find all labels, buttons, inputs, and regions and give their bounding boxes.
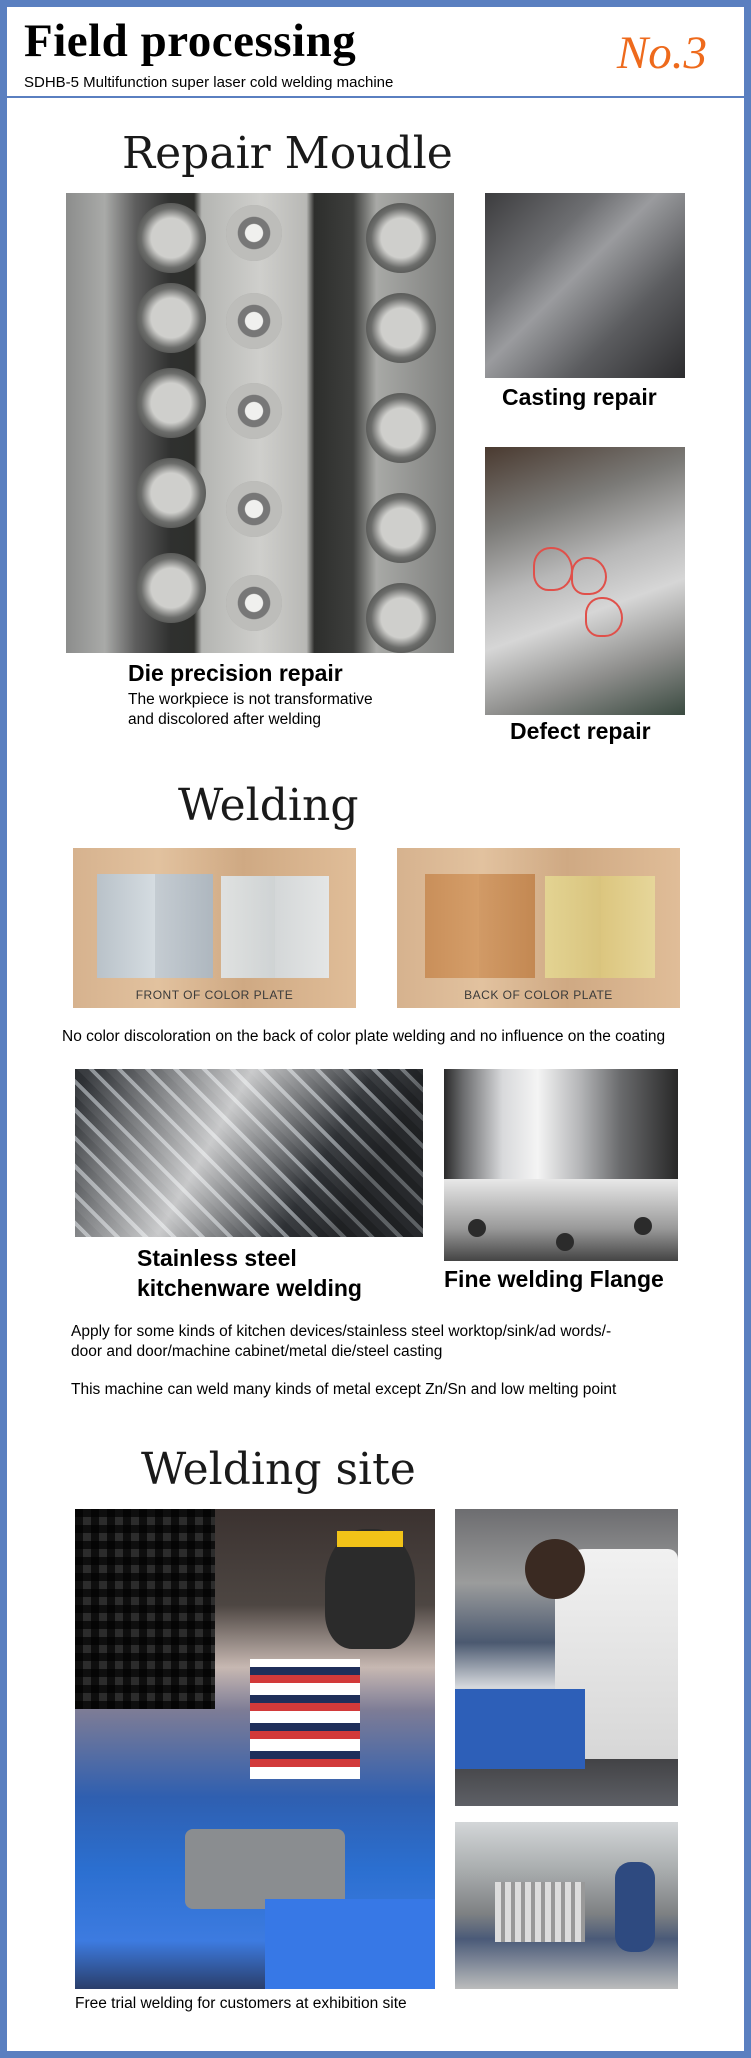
- flange-welding-photo: [444, 1069, 678, 1261]
- section-heading-welding-site: Welding site: [141, 1444, 416, 1495]
- die-caption-line2: and discolored after welding: [128, 711, 322, 728]
- casting-caption: Casting repair: [502, 384, 657, 410]
- plate-note: No color discoloration on the back of color plate welding and no influence on the coating: [62, 1028, 666, 1045]
- stainless-caption-line2: kitchenware welding: [137, 1275, 362, 1301]
- section-heading-repair: Repair Moudle: [122, 128, 453, 179]
- page-number: No.3: [616, 27, 707, 79]
- apply-text-line1: Apply for some kinds of kitchen devices/stainless steel worktop/sink/ad words/-: [71, 1323, 612, 1340]
- exhibition-top-photo: [455, 1509, 678, 1806]
- metal-note: This machine can weld many kinds of metal except Zn/Sn and low melting point: [71, 1381, 617, 1398]
- page-title: Field processing: [24, 15, 357, 67]
- apply-text-line2: door and door/machine cabinet/metal die/steel casting: [71, 1343, 443, 1360]
- stainless-kitchenware-photo: [75, 1069, 423, 1237]
- defect-repair-photo: [485, 447, 685, 715]
- site-caption: Free trial welding for customers at exhibition site: [75, 1995, 407, 2012]
- flange-caption: Fine welding Flange: [444, 1266, 664, 1292]
- front-color-plate-photo: [73, 848, 356, 1008]
- casting-repair-photo: [485, 193, 685, 378]
- die-caption-title: Die precision repair: [128, 660, 343, 686]
- die-caption-line1: The workpiece is not transformative: [128, 691, 373, 708]
- header-divider: [7, 96, 744, 98]
- back-plate-label: BACK OF COLOR PLATE: [464, 988, 613, 1002]
- defect-caption: Defect repair: [510, 718, 651, 744]
- section-heading-welding: Welding: [178, 780, 359, 831]
- exhibition-bottom-photo: [455, 1822, 678, 1989]
- die-repair-photo: [66, 193, 454, 653]
- back-color-plate-photo: [397, 848, 680, 1008]
- page-subtitle: SDHB-5 Multifunction super laser cold welding machine: [24, 74, 394, 91]
- front-plate-label: FRONT OF COLOR PLATE: [135, 988, 294, 1002]
- exhibition-main-photo: [75, 1509, 435, 1989]
- stainless-caption-line1: Stainless steel: [137, 1245, 297, 1271]
